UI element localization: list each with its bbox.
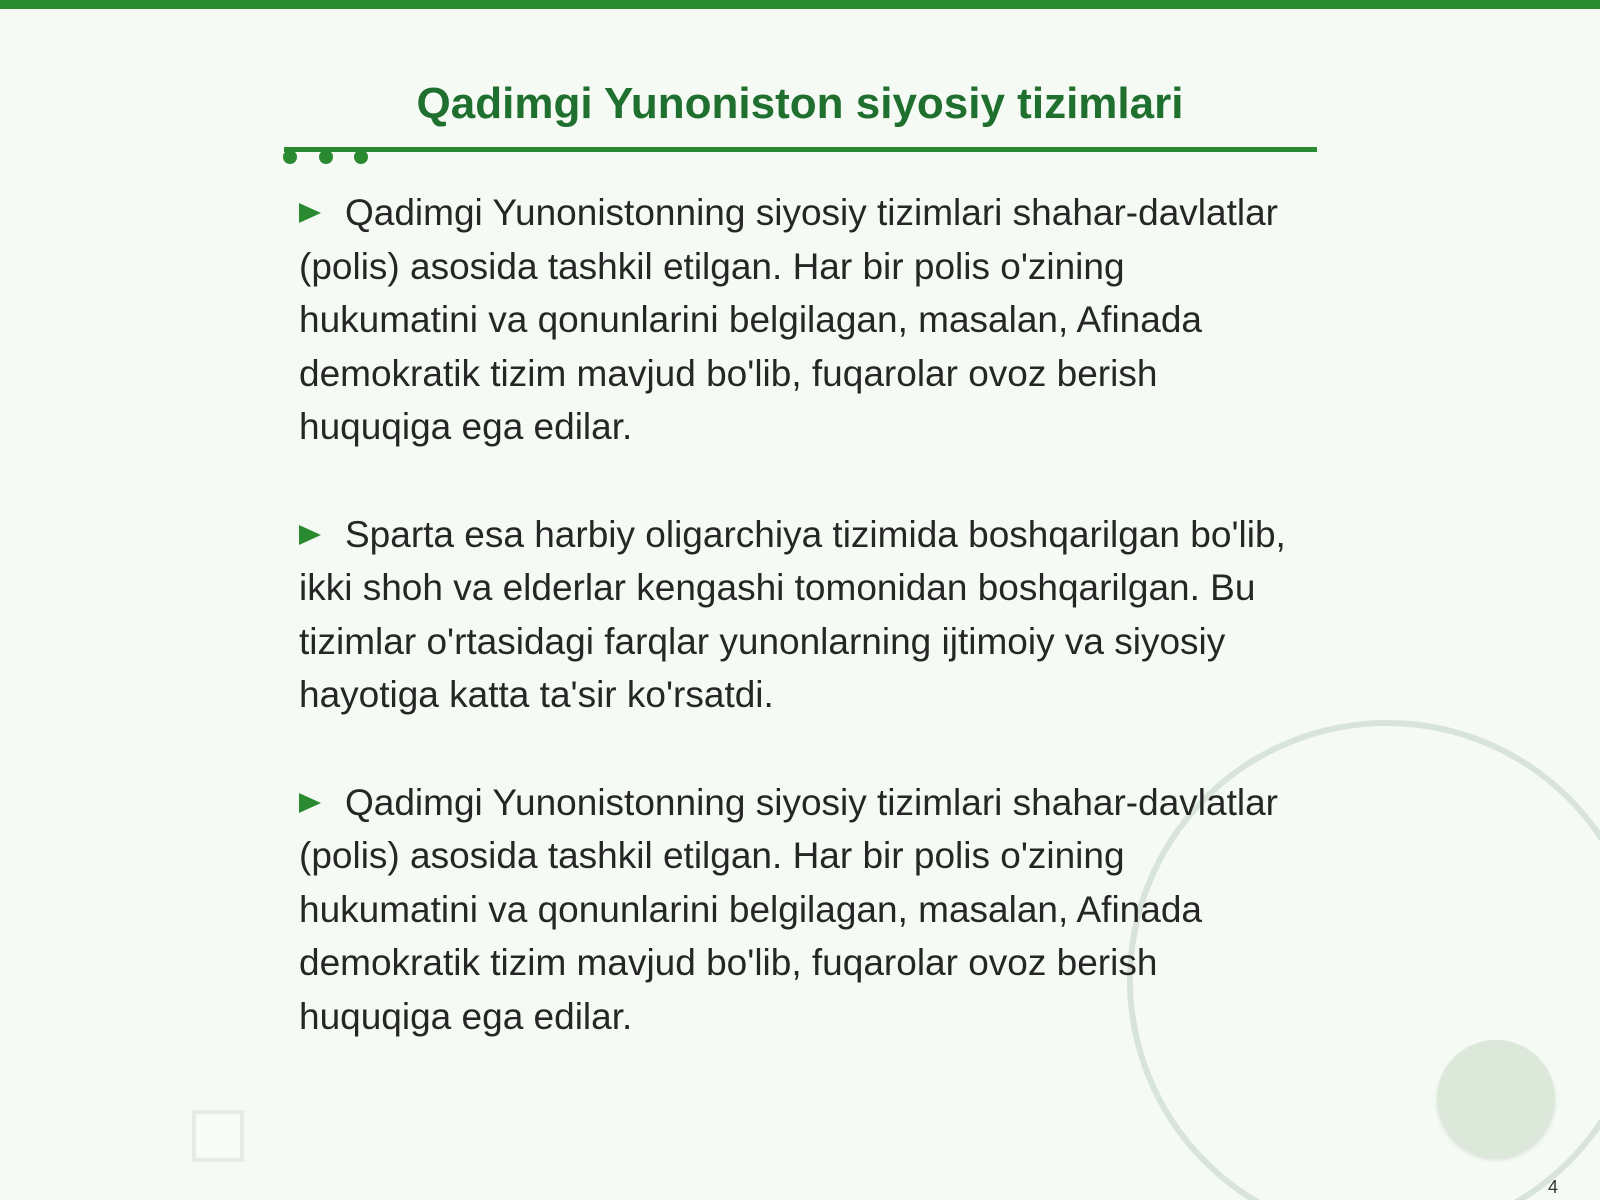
triangle-right-icon	[299, 793, 321, 813]
bullet-paragraph	[299, 508, 1309, 722]
bullet-paragraph	[299, 776, 1309, 1044]
underline-dot	[283, 150, 297, 164]
bullet-paragraph	[299, 186, 1309, 454]
paragraph-text: Qadimgi Yunonistonning siyosiy tizimlari shahar-davlatlar (polis) asosida tashkil etilgan. Har bir polis o'zining hukumatini va qonunlarini belgilagan, masalan, Afinada demokratik tizim mavjud bo'lib, fuqarolar ovoz berish huquqiga ega edilar.	[299, 192, 1278, 447]
paragraph-text: Qadimgi Yunonistonning siyosiy tizimlari shahar-davlatlar (polis) asosida tashkil etilgan. Har bir polis o'zining hukumatini va qonunlarini belgilagan, masalan, Afinada demokratik tizim mavjud bo'lib, fuqarolar ovoz berish huquqiga ega edilar.	[299, 781, 1278, 1037]
page-number: 4	[1548, 1177, 1559, 1197]
top-accent-bar	[0, 0, 1600, 9]
underline-dot	[354, 150, 368, 164]
title-underline	[284, 147, 1317, 152]
paragraph-text: Sparta esa harbiy oligarchiya tizimida boshqarilgan bo'lib, ikki shoh va elderlar kengashi tomonidan boshqarilgan. Bu tizimlar o'rtasidagi farqlar yunonlarning ijtimoiy va siyosiy hayotiga katta ta'sir ko'rsatdi.	[299, 513, 1286, 715]
triangle-right-icon	[299, 203, 321, 223]
triangle-right-icon	[299, 525, 321, 545]
decorative-circle	[1437, 1040, 1555, 1158]
decorative-square	[192, 1110, 244, 1162]
underline-dot	[319, 150, 333, 164]
slide-body	[299, 186, 1309, 1097]
slide-title: Qadimgi Yunoniston siyosiy tizimlari	[416, 79, 1184, 128]
